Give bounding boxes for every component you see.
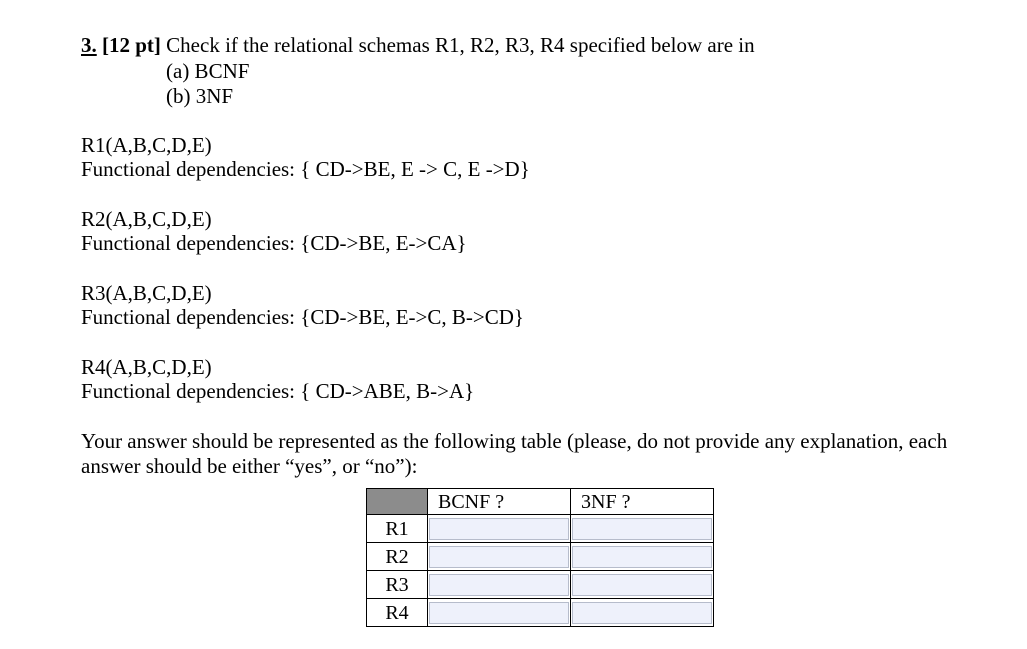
row-label-r3: R3 (367, 571, 428, 599)
answer-cell-r2-bcnf (428, 543, 571, 571)
question-number: 3. (81, 33, 97, 57)
schema-r2-name: R2(A,B,C,D,E) (81, 207, 212, 231)
answer-field-r4-3nf[interactable] (572, 602, 712, 624)
answer-cell-r2-3nf (571, 543, 714, 571)
schema-r3-name: R3(A,B,C,D,E) (81, 281, 212, 305)
answer-field-r1-3nf[interactable] (572, 518, 712, 540)
option-bcnf: (a) BCNF (166, 59, 250, 83)
table-row (367, 515, 714, 543)
table-row (367, 543, 714, 571)
answer-field-r1-bcnf[interactable] (429, 518, 569, 540)
column-header-3nf: 3NF ? (571, 489, 714, 515)
question-header (81, 33, 755, 57)
schema-r4-fds: Functional dependencies: { CD->ABE, B->A} (81, 379, 475, 403)
answer-table-header-row (367, 489, 714, 515)
schema-r1-fds: Functional dependencies: { CD->BE, E -> C, E ->D} (81, 157, 530, 181)
answer-cell-r4-3nf (571, 599, 714, 627)
answer-field-r3-3nf[interactable] (572, 574, 712, 596)
answer-cell-r1-bcnf (428, 515, 571, 543)
schema-r3-fds: Functional dependencies: {CD->BE, E->C, B->CD} (81, 305, 524, 329)
schema-r1-name: R1(A,B,C,D,E) (81, 133, 212, 157)
question-points: [12 pt] (102, 33, 161, 57)
question-prompt: Check if the relational schemas R1, R2, R3, R4 specified below are in (166, 33, 755, 57)
answer-field-r3-bcnf[interactable] (429, 574, 569, 596)
answer-table-corner (367, 489, 428, 515)
answer-field-r4-bcnf[interactable] (429, 602, 569, 624)
answer-cell-r4-bcnf (428, 599, 571, 627)
instructions-line-2: answer should be either “yes”, or “no”): (81, 454, 418, 478)
table-row (367, 599, 714, 627)
schema-r2-fds: Functional dependencies: {CD->BE, E->CA} (81, 231, 467, 255)
row-label-r1: R1 (367, 515, 428, 543)
answer-table (366, 488, 714, 627)
instructions-line-1: Your answer should be represented as the following table (please, do not provide any explanation, each (81, 429, 948, 453)
column-header-bcnf: BCNF ? (428, 489, 571, 515)
row-label-r2: R2 (367, 543, 428, 571)
answer-field-r2-bcnf[interactable] (429, 546, 569, 568)
answer-cell-r1-3nf (571, 515, 714, 543)
answer-cell-r3-bcnf (428, 571, 571, 599)
row-label-r4: R4 (367, 599, 428, 627)
answer-cell-r3-3nf (571, 571, 714, 599)
answer-field-r2-3nf[interactable] (572, 546, 712, 568)
option-3nf: (b) 3NF (166, 84, 234, 108)
schema-r4-name: R4(A,B,C,D,E) (81, 355, 212, 379)
table-row (367, 571, 714, 599)
